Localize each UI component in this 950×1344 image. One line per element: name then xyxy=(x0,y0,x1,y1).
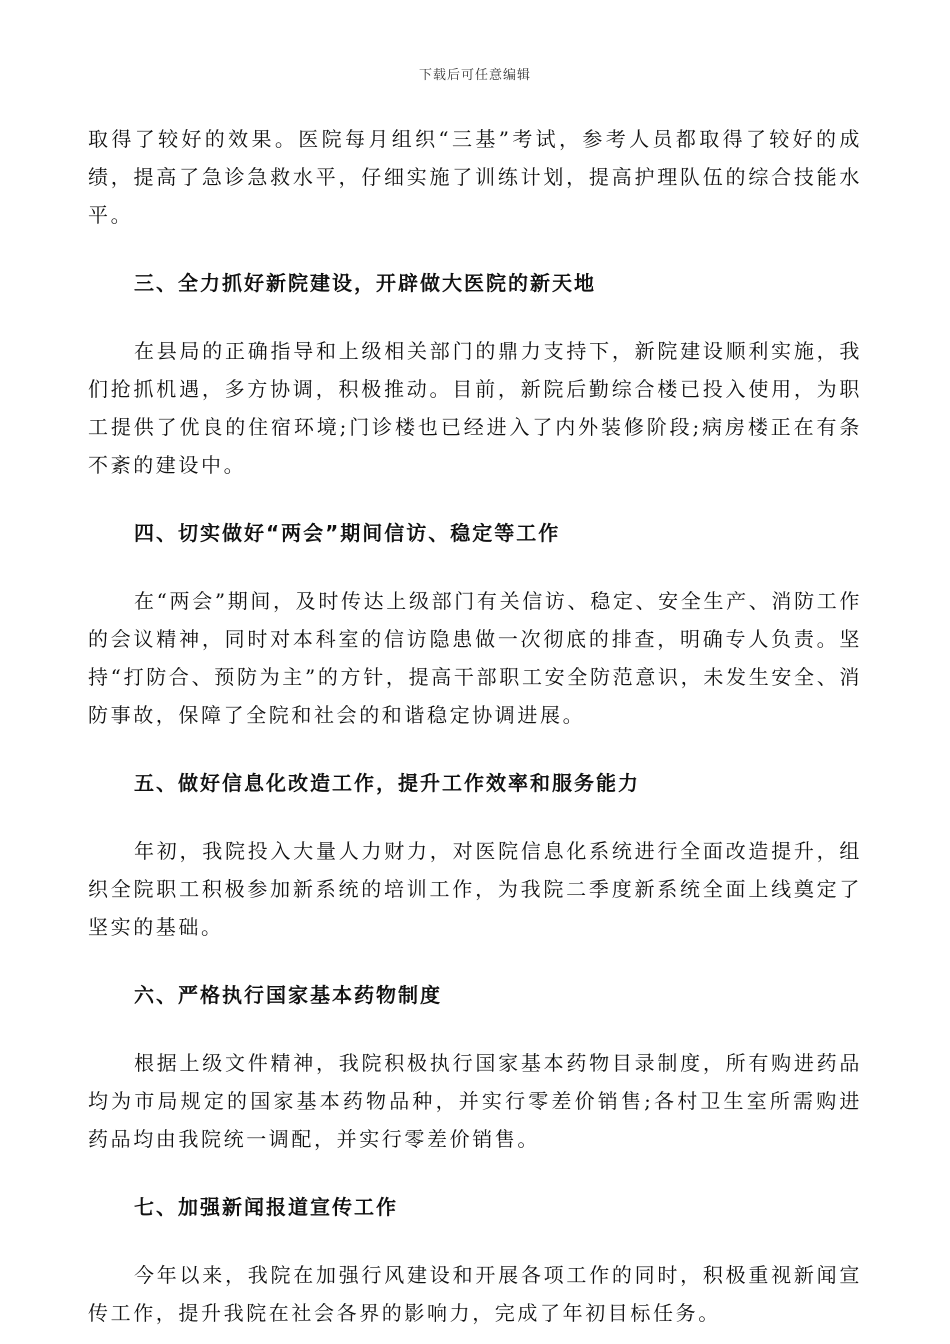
section-5-paragraph: 年初，我院投入大量人力财力，对医院信息化系统进行全面改造提升，组织全院职工积极参加新系统的培训工作，为我院二季度新系统全面上线奠定了坚实的基础。 xyxy=(88,839,862,939)
section-6-heading: 六、严格执行国家基本药物制度 xyxy=(134,983,442,1007)
section-7-paragraph: 今年以来，我院在加强行风建设和开展各项工作的同时，积极重视新闻宣传工作，提升我院在社会各界的影响力，完成了年初目标任务。 xyxy=(88,1263,862,1325)
page-header: 下载后可任意编辑 xyxy=(418,68,531,83)
section-6-paragraph: 根据上级文件精神，我院积极执行国家基本药物目录制度，所有购进药品均为市局规定的国家基本药物品种，并实行零差价销售;各村卫生室所需购进药品均由我院统一调配，并实行零差价销售。 xyxy=(88,1051,862,1151)
section-5-heading: 五、做好信息化改造工作，提升工作效率和服务能力 xyxy=(134,771,640,795)
section-3-paragraph: 在县局的正确指导和上级相关部门的鼎力支持下，新院建设顺利实施，我们抢抓机遇，多方协调，积极推动。目前，新院后勤综合楼已投入使用，为职工提供了优良的住宿环境;门诊楼也已经进入了内外装修阶段;病房楼正在有条不紊的建设中。 xyxy=(88,339,862,477)
section-4-heading: 四、切实做好“两会”期间信访、稳定等工作 xyxy=(134,521,561,545)
section-7-heading: 七、加强新闻报道宣传工作 xyxy=(134,1195,398,1219)
document-body xyxy=(88,120,862,1332)
intro-paragraph: 取得了较好的效果。医院每月组织“三基”考试，参考人员都取得了较好的成绩，提高了急诊急救水平，仔细实施了训练计划，提高护理队伍的综合技能水平。 xyxy=(88,127,862,227)
section-4-paragraph: 在“两会”期间，及时传达上级部门有关信访、稳定、安全生产、消防工作的会议精神，同时对本科室的信访隐患做一次彻底的排查，明确专人负责。坚持“打防合、预防为主”的方针，提高干部职工安全防范意识，未发生安全、消防事故，保障了全院和社会的和谐稳定协调进展。 xyxy=(88,589,862,727)
section-3-heading: 三、全力抓好新院建设，开辟做大医院的新天地 xyxy=(134,271,596,295)
